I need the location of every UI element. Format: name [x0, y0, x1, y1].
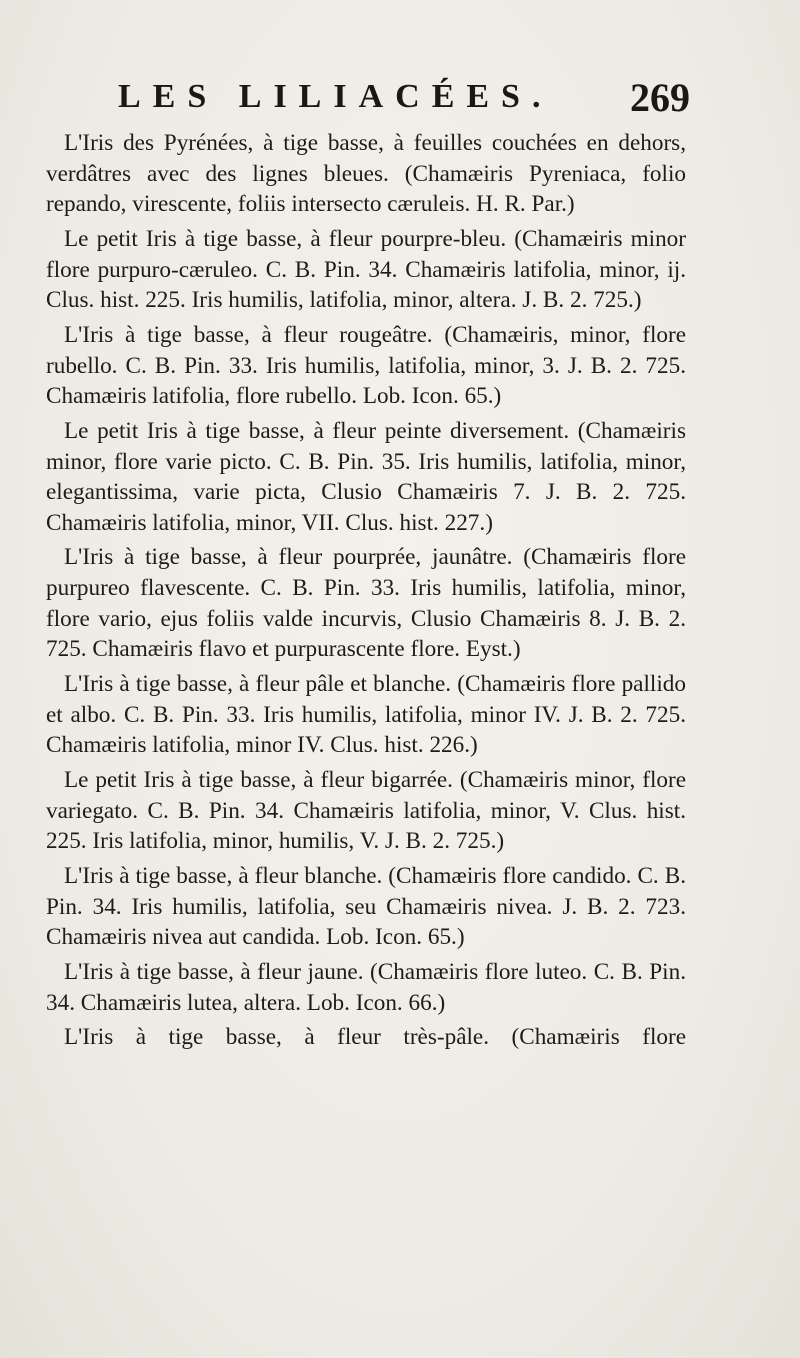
running-title: LES LILIACÉES.	[118, 78, 553, 115]
paragraph-iris-tres-pale: L'Iris à tige basse, à fleur très-pâle. (Chamæiris flore	[64, 1024, 686, 1051]
body-text	[46, 128, 686, 1057]
paragraph-iris-pourpre-bleu: Le petit Iris à tige basse, à fleur pourpre-bleu. (Chamæiris minor flore purpuro-cæruleo. C. B. Pin. 34. Chamæiris latifolia, minor, ij. Clus. hist. 225. Iris humilis, latifolia, minor, altera. J. B. 2. 725.)	[46, 225, 686, 314]
page-header	[118, 72, 690, 122]
paragraph-iris-rougeatre: L'Iris à tige basse, à fleur rougeâtre. (Chamæiris, minor, flore rubello. C. B. Pin. 33. Iris humilis, latifolia, minor, 3. J. B. 2. 725. Chamæiris latifolia, flore rubello. Lob. Icon. 65.)	[46, 321, 686, 410]
page-number: 269	[630, 75, 690, 120]
paragraph-iris-pyrenees: L'Iris des Pyrénées, à tige basse, à feuilles couchées en dehors, verdâtres avec des lignes bleues. (Chamæiris Pyreniaca, folio repando, virescente, foliis intersecto cæruleis. H. R. Par.)	[46, 130, 686, 218]
paragraph-iris-pale-blanche: L'Iris à tige basse, à fleur pâle et blanche. (Chamæiris flore pallido et albo. C. B. Pin. 33. Iris humilis, latifolia, minor IV. J. B. 2. 725. Chamæiris latifolia, minor IV. Clus. hist. 226.)	[46, 671, 686, 759]
paragraph-iris-blanche: L'Iris à tige basse, à fleur blanche. (Chamæiris flore candido. C. B. Pin. 34. Iris humilis, latifolia, seu Chamæiris nivea. J. B. 2. 723. Chamæiris nivea aut candida. Lob. Icon. 65.)	[46, 862, 686, 951]
paragraph-iris-peinte: Le petit Iris à tige basse, à fleur peinte diversement. (Chamæiris minor, flore varie picto. C. B. Pin. 35. Iris humilis, latifolia, minor, elegantissima, varie picta, Clusio Chamæiris 7. J. B. 2. 725. Chamæiris latifolia, minor, VII. Clus. hist. 227.)	[46, 417, 686, 536]
paragraph-iris-pourpree-jaunatre: L'Iris à tige basse, à fleur pourprée, jaunâtre. (Chamæiris flore purpureo flavescente. C. B. Pin. 33. Iris humilis, latifolia, minor, flore vario, ejus foliis valde incurvis, Clusio Chamæiris 8. J. B. 2. 725. Chamæiris flavo et purpurascente flore. Eyst.)	[46, 544, 686, 663]
paragraph-iris-bigarree: Le petit Iris à tige basse, à fleur bigarrée. (Chamæiris minor, flore variegato. C. B. Pin. 34. Chamæiris latifolia, minor, V. Clus. hist. 225. Iris latifolia, minor, humilis, V. J. B. 2. 725.)	[46, 767, 686, 855]
paragraph-iris-jaune: L'Iris à tige basse, à fleur jaune. (Chamæiris flore luteo. C. B. Pin. 34. Chamæiris lutea, altera. Lob. Icon. 66.)	[46, 958, 686, 1016]
